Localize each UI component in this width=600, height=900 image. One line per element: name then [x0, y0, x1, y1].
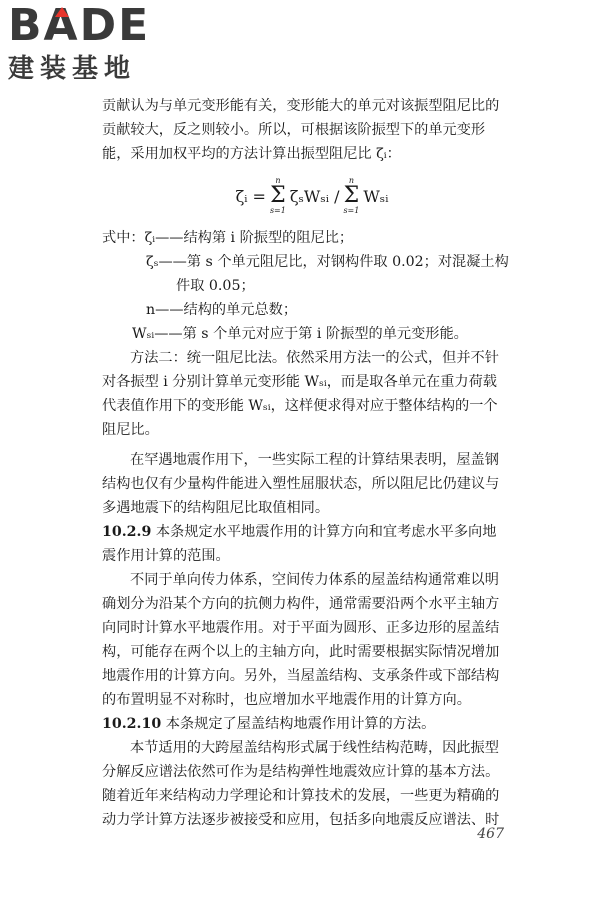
text-line: 贡献较大，反之则较小。所以，可根据该阶振型下的单元变形 — [102, 122, 486, 138]
text-line: 的布置明显不对称时，也应增加水平地震作用的计算方向。 — [102, 692, 471, 708]
formula-denominator: Wₛᵢ — [363, 186, 389, 206]
formula-numerator: ζₛWₛᵢ / — [289, 186, 340, 206]
text-line: 向同时计算水平地震作用。对于平面为圆形、正多边形的屋盖结 — [102, 620, 500, 636]
definition-line: 式中：ζᵢ——结构第 i 阶振型的阻尼比； — [102, 230, 354, 246]
page-number: 467 — [477, 826, 504, 842]
text-line: 动力学计算方法逐步被接受和应用，包括多向地震反应谱法、时 — [102, 812, 500, 828]
section-number: 10.2.10 — [102, 716, 162, 732]
brand-logo — [8, 0, 183, 96]
definition-line: Wₛᵢ——第 s 个单元对应于第 i 阶振型的单元变形能。 — [132, 326, 468, 342]
sum-symbol: n Σ s=1 — [343, 176, 360, 215]
text-line: 代表值作用下的变形能 Wₛᵢ，这样便求得对应于整体结构的一个 — [102, 398, 498, 414]
section-number: 10.2.9 — [102, 524, 152, 540]
logo-subtitle: 建装基地 — [8, 54, 137, 84]
section-text: 本条规定了屋盖结构地震作用计算的方法。 — [165, 716, 436, 732]
definition-line: n——结构的单元总数； — [146, 302, 298, 318]
section-heading — [102, 712, 522, 736]
text-line: 不同于单向传力体系，空间传力体系的屋盖结构通常难以明 — [130, 572, 499, 588]
document-body — [102, 94, 522, 832]
definition-line: ζₛ——第 s 个单元阻尼比，对钢构件取 0.02；对混凝土构 — [146, 254, 509, 270]
logo-wordmark: BADE — [8, 0, 151, 51]
text-line: 分解反应谱法依然可作为是结构弹性地震效应计算的基本方法。 — [102, 764, 500, 780]
sum-symbol: n Σ s=1 — [269, 176, 286, 215]
formula-lhs: ζᵢ = — [235, 186, 266, 206]
definition-line: 件取 0.05； — [176, 278, 255, 294]
text-line: 多遇地震下的结构阻尼比取值相同。 — [102, 500, 330, 516]
text-line: 对各振型 i 分别计算单元变形能 Wₛᵢ，而是取各单元在重力荷载 — [102, 374, 497, 390]
text-line: 构，可能存在两个以上的主轴方向，此时需要根据实际情况增加 — [102, 644, 500, 660]
text-line: 本节适用的大跨屋盖结构形式属于线性结构范畴，因此振型 — [130, 740, 499, 756]
section-text: 本条规定水平地震作用的计算方向和宜考虑水平多向地 — [155, 524, 497, 540]
text-line: 方法二：统一阻尼比法。依然采用方法一的公式，但并不针 — [130, 350, 499, 366]
text-line: 能，采用加权平均的方法计算出振型阻尼比 ζᵢ： — [102, 146, 401, 162]
damping-formula — [102, 166, 522, 226]
text-line: 阻尼比。 — [102, 422, 159, 438]
text-line: 震作用计算的范围。 — [102, 548, 230, 564]
text-line: 随着近年来结构动力学理论和计算技术的发展，一些更为精确的 — [102, 788, 500, 804]
text-line: 贡献认为与单元变形能有关，变形能大的单元对该振型阻尼比的 — [102, 98, 500, 114]
text-line: 在罕遇地震作用下，一些实际工程的计算结果表明，屋盖钢 — [130, 452, 499, 468]
text-line: 确划分为沿某个方向的抗侧力构件，通常需要沿两个水平主轴方 — [102, 596, 500, 612]
section-heading — [102, 520, 522, 544]
text-line: 结构也仅有少量构件能进入塑性屈服状态，所以阻尼比仍建议与 — [102, 476, 500, 492]
text-line: 地震作用的计算方向。另外，当屋盖结构、支承条件或下部结构 — [102, 668, 500, 684]
